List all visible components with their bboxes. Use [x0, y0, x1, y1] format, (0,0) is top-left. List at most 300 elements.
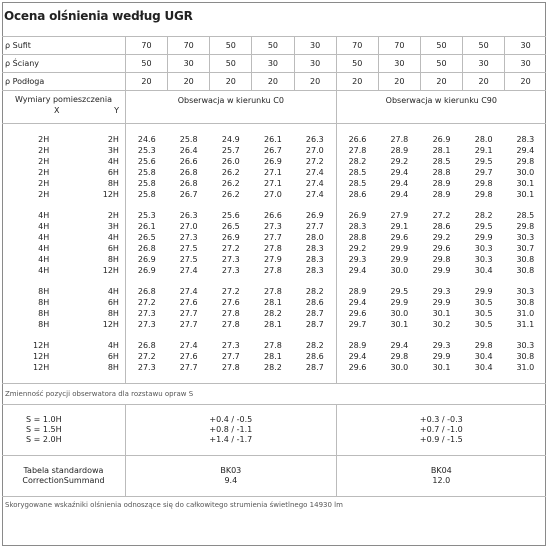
ugr-value: 25.8: [125, 189, 167, 200]
ugr-value: 27.4: [179, 287, 198, 296]
ugr-value: 30.0: [516, 168, 535, 177]
table-row: [2, 319, 546, 330]
room-y: 12H: [102, 190, 119, 199]
ugr-value: 30.3: [474, 244, 493, 253]
reflectance-value: 20: [168, 73, 210, 91]
header-row: [2, 91, 546, 124]
ugr-value: 31.0: [516, 309, 535, 318]
ugr-value: 28.7: [305, 363, 324, 372]
ugr-value: 26.8: [179, 179, 198, 188]
ugr-value: 26.1: [264, 135, 282, 144]
reflectance-value: 50: [210, 55, 252, 73]
room-x: 4H: [38, 244, 50, 253]
room-x: 8H: [38, 298, 50, 307]
ugr-value: 26.3: [179, 211, 198, 220]
room-y: 6H: [107, 244, 119, 253]
variation-c0: +0.8 / -1.1: [125, 425, 336, 435]
spacer-row: [2, 200, 546, 210]
reflectance-label: ρ Podłoga: [2, 73, 125, 91]
ugr-value: 29.1: [390, 222, 409, 231]
ugr-value: 30.1: [390, 320, 409, 329]
ugr-value: 28.2: [305, 287, 324, 296]
ugr-value: 29.7: [474, 168, 493, 177]
variation-c0: +1.4 / -1.7: [125, 435, 336, 445]
ugr-value: 27.7: [264, 233, 282, 242]
ugr-value: 26.6: [179, 157, 198, 166]
ugr-value: 29.6: [390, 233, 409, 242]
ugr-value: 29.8: [432, 255, 451, 264]
ugr-value: 29.4: [336, 265, 378, 276]
ugr-value: 27.8: [264, 287, 282, 296]
ugr-value: 29.3: [432, 341, 451, 350]
ugr-value: 28.7: [305, 320, 324, 329]
room-x: 2H: [38, 146, 50, 155]
ugr-value: 28.5: [516, 211, 535, 220]
reflectance-value: 20: [125, 73, 167, 91]
ugr-value: 26.4: [179, 146, 198, 155]
ugr-value: 28.1: [432, 146, 451, 155]
ugr-value: 26.0: [221, 157, 240, 166]
ugr-value: 24.9: [221, 135, 240, 144]
ugr-value: 27.3: [179, 233, 198, 242]
reflectance-value: 50: [125, 55, 167, 73]
ugr-value: 27.2: [305, 157, 324, 166]
ugr-value: 30.3: [516, 287, 535, 296]
ugr-value: 26.9: [264, 157, 282, 166]
ugr-value: 26.9: [432, 135, 451, 144]
ugr-value: 27.6: [221, 298, 240, 307]
room-x: 4H: [38, 255, 50, 264]
ugr-value: 28.6: [305, 352, 324, 361]
ugr-value: 27.2: [125, 297, 167, 308]
ugr-value: 27.3: [221, 341, 240, 350]
ugr-value: 29.9: [390, 244, 409, 253]
table-row: [2, 351, 546, 362]
table-row: [2, 178, 546, 189]
ugr-value: 29.4: [516, 146, 535, 155]
ugr-value: 30.8: [516, 352, 535, 361]
reflectance-value: 30: [294, 37, 336, 55]
ugr-value: 30.1: [516, 179, 535, 188]
ugr-value: 28.5: [336, 167, 378, 178]
ugr-value: 28.5: [336, 178, 378, 189]
table-row: [2, 308, 546, 319]
reflectance-value: 20: [463, 73, 505, 91]
ugr-value: 26.9: [125, 254, 167, 265]
ugr-value: 25.3: [125, 145, 167, 156]
ugr-value: 29.9: [390, 298, 409, 307]
ugr-value: 29.4: [390, 341, 409, 350]
ugr-value: 29.4: [390, 179, 409, 188]
room-x: 12H: [33, 352, 50, 361]
ugr-value: 27.3: [125, 319, 167, 330]
axis-x-label: X: [54, 106, 60, 115]
ugr-value: 26.2: [221, 179, 240, 188]
page-title: Ocena olśnienia według UGR: [4, 9, 193, 23]
ugr-value: 29.6: [336, 362, 378, 373]
ugr-value: 26.7: [179, 190, 198, 199]
ugr-value: 26.7: [264, 146, 282, 155]
table-row: [2, 297, 546, 308]
room-y: 3H: [107, 146, 119, 155]
ugr-value: 25.8: [179, 135, 198, 144]
ugr-value: 29.9: [474, 287, 493, 296]
ugr-value: 26.2: [221, 190, 240, 199]
ugr-value: 29.8: [516, 157, 535, 166]
ugr-value: 27.3: [221, 255, 240, 264]
ugr-value: 30.0: [390, 309, 409, 318]
ugr-value: 27.8: [264, 244, 282, 253]
room-y: 8H: [107, 255, 119, 264]
room-x: 2H: [38, 179, 50, 188]
room-y: 6H: [107, 352, 119, 361]
ugr-value: 26.8: [125, 340, 167, 351]
ugr-value: 29.6: [432, 244, 451, 253]
table-row: [2, 265, 546, 276]
room-x: 2H: [38, 190, 50, 199]
table-row: [2, 145, 546, 156]
spacer-row: [2, 445, 546, 456]
ugr-value: 27.8: [390, 135, 409, 144]
ugr-value: 30.0: [390, 363, 409, 372]
table-row: [2, 232, 546, 243]
room-y: 4H: [107, 341, 119, 350]
ugr-value: 25.6: [221, 211, 240, 220]
ugr-value: 30.8: [516, 298, 535, 307]
ugr-value: 28.8: [432, 168, 451, 177]
ugr-table: [2, 36, 546, 531]
room-dimensions-label: Wymiary pomieszczenia: [14, 95, 112, 104]
reflectance-label: ρ Ściany: [2, 55, 125, 73]
ugr-value: 29.3: [336, 254, 378, 265]
ugr-value: 28.9: [390, 146, 409, 155]
ugr-value: 29.9: [390, 255, 409, 264]
ugr-value: 27.9: [390, 211, 409, 220]
variation-note-row: [2, 384, 546, 405]
ugr-value: 29.9: [474, 233, 493, 242]
ugr-value: 30.8: [516, 255, 535, 264]
ugr-value: 28.1: [264, 298, 282, 307]
ugr-value: 29.4: [336, 297, 378, 308]
ugr-value: 29.5: [474, 157, 493, 166]
ugr-value: 27.7: [179, 363, 198, 372]
reflectance-value: 50: [210, 37, 252, 55]
ugr-value: 30.5: [474, 320, 493, 329]
ugr-value: 29.3: [432, 287, 451, 296]
ugr-value: 25.8: [125, 178, 167, 189]
ugr-value: 28.1: [264, 320, 282, 329]
ugr-value: 28.6: [336, 189, 378, 200]
ugr-value: 26.5: [125, 232, 167, 243]
ugr-value: 27.0: [305, 146, 324, 155]
room-y: 3H: [107, 222, 119, 231]
ugr-value: 29.2: [390, 157, 409, 166]
reflectance-value: 30: [378, 55, 420, 73]
ugr-value: 28.7: [305, 309, 324, 318]
reflectance-value: 70: [168, 37, 210, 55]
ugr-value: 27.7: [179, 309, 198, 318]
ugr-value: 27.8: [264, 341, 282, 350]
ugr-value: 27.2: [125, 351, 167, 362]
reflectance-value: 50: [336, 55, 378, 73]
room-y: 6H: [107, 168, 119, 177]
ugr-value: 29.6: [336, 308, 378, 319]
room-y: 12H: [102, 266, 119, 275]
room-x: 8H: [38, 320, 50, 329]
ugr-value: 28.2: [264, 309, 282, 318]
ugr-value: 25.7: [221, 146, 240, 155]
table-row: [2, 254, 546, 265]
ugr-value: 29.8: [516, 222, 535, 231]
ugr-value: 26.5: [221, 222, 240, 231]
ugr-value: 27.8: [221, 363, 240, 372]
spacer-row: [2, 456, 546, 467]
room-x: 8H: [38, 309, 50, 318]
table-row: [2, 286, 546, 297]
ugr-value: 27.6: [179, 352, 198, 361]
ugr-value: 30.1: [432, 363, 451, 372]
ugr-value: 27.0: [264, 190, 282, 199]
table-row: [2, 210, 546, 221]
ugr-value: 28.3: [305, 266, 324, 275]
ugr-value: 26.6: [336, 134, 378, 145]
ugr-value: 28.2: [264, 363, 282, 372]
table-row: [2, 362, 546, 373]
ugr-value: 27.8: [336, 145, 378, 156]
ugr-value: 27.7: [221, 352, 240, 361]
ugr-value: 30.4: [474, 352, 493, 361]
room-dimensions-header: [2, 91, 125, 124]
ugr-value: 27.8: [221, 309, 240, 318]
ugr-value: 29.2: [432, 233, 451, 242]
ugr-value: 26.8: [179, 168, 198, 177]
correction-summand-label: CorrectionSummand: [22, 476, 105, 485]
reflectance-row: [2, 73, 546, 91]
ugr-value: 30.1: [432, 309, 451, 318]
ugr-value: 30.1: [516, 190, 535, 199]
ugr-value: 28.6: [432, 222, 451, 231]
reflectance-value: 30: [252, 55, 294, 73]
ugr-value: 28.9: [336, 340, 378, 351]
ugr-value: 27.4: [305, 190, 324, 199]
reflectance-value: 70: [336, 37, 378, 55]
ugr-value: 30.5: [474, 309, 493, 318]
footer-row: [2, 497, 546, 532]
ugr-value: 27.5: [179, 244, 198, 253]
ugr-value: 25.6: [125, 156, 167, 167]
spacer-row: [2, 124, 546, 135]
reflectance-value: 30: [294, 55, 336, 73]
ugr-value: 26.9: [336, 210, 378, 221]
observation-c90-header: Obserwacja w kierunku C90: [336, 91, 546, 124]
ugr-value: 26.1: [125, 221, 167, 232]
ugr-value: 26.6: [264, 211, 282, 220]
reflectance-value: 50: [420, 37, 462, 55]
ugr-value: 29.4: [336, 351, 378, 362]
observation-c0-header: Obserwacja w kierunku C0: [125, 91, 336, 124]
ugr-value: 30.3: [474, 255, 493, 264]
ugr-value: 27.1: [264, 179, 282, 188]
variation-c90: +0.3 / -0.3: [336, 415, 546, 425]
reflectance-value: 20: [252, 73, 294, 91]
ugr-value: 27.7: [179, 320, 198, 329]
ugr-value: 28.3: [516, 135, 535, 144]
ugr-value: 30.3: [516, 341, 535, 350]
ugr-value: 29.4: [390, 190, 409, 199]
reflectance-row: [2, 55, 546, 73]
ugr-value: 28.8: [336, 232, 378, 243]
reflectance-row: [2, 37, 546, 55]
ugr-value: 27.2: [221, 287, 240, 296]
ugr-value: 27.1: [264, 168, 282, 177]
ugr-value: 28.9: [432, 179, 451, 188]
ugr-value: 30.4: [474, 266, 493, 275]
ugr-value: 29.4: [390, 168, 409, 177]
ugr-value: 26.3: [305, 135, 324, 144]
room-x: 12H: [33, 363, 50, 372]
variation-c90: +0.7 / -1.0: [336, 425, 546, 435]
variation-row: [2, 415, 546, 425]
ugr-value: 28.2: [336, 156, 378, 167]
ugr-value: 28.5: [432, 157, 451, 166]
ugr-value: 27.4: [179, 341, 198, 350]
reflectance-value: 50: [252, 37, 294, 55]
ugr-value: 26.9: [305, 211, 324, 220]
ugr-value: 26.8: [125, 243, 167, 254]
room-y: 6H: [107, 298, 119, 307]
reflectance-value: 20: [378, 73, 420, 91]
reflectance-value: 20: [505, 73, 546, 91]
reflectance-value: 20: [294, 73, 336, 91]
ugr-value: 29.9: [432, 298, 451, 307]
reflectance-value: 20: [420, 73, 462, 91]
footer-note: Skorygowane wskaźniki olśnienia odnoszące się do całkowitego strumienia świetlnego 14930 lm: [2, 497, 546, 532]
ugr-value: 27.8: [264, 266, 282, 275]
axis-y-label: Y: [114, 106, 119, 115]
reflectance-value: 20: [210, 73, 252, 91]
ugr-value: 27.5: [179, 255, 198, 264]
ugr-value: 26.8: [125, 286, 167, 297]
table-row: [2, 189, 546, 200]
ugr-value: 27.3: [125, 362, 167, 373]
ugr-value: 29.2: [336, 243, 378, 254]
table-row: [2, 340, 546, 351]
reflectance-value: 50: [420, 55, 462, 73]
reflectance-value: 30: [505, 55, 546, 73]
room-x: 2H: [38, 168, 50, 177]
ugr-value: 28.9: [336, 286, 378, 297]
variation-c90: +0.9 / -1.5: [336, 435, 546, 445]
ugr-value: 27.4: [305, 179, 324, 188]
table-row: [2, 156, 546, 167]
standard-table-label: Tabela standardowa: [23, 466, 104, 475]
spacing-label: S = 1.5H: [26, 425, 62, 434]
ugr-value: 27.3: [221, 266, 240, 275]
correction-summand-c0: 9.4: [125, 476, 336, 486]
table-row: [2, 221, 546, 232]
reflectance-value: 20: [336, 73, 378, 91]
ugr-value: 26.2: [221, 168, 240, 177]
ugr-value: 27.8: [221, 320, 240, 329]
ugr-value: 27.2: [432, 211, 451, 220]
ugr-value: 27.6: [179, 298, 198, 307]
ugr-value: 28.6: [305, 298, 324, 307]
reflectance-value: 30: [168, 55, 210, 73]
ugr-value: 27.0: [179, 222, 198, 231]
ugr-value: 27.3: [264, 222, 282, 231]
reflectance-value: 30: [463, 55, 505, 73]
variation-c0: +0.4 / -0.5: [125, 415, 336, 425]
spacer-row: [2, 373, 546, 384]
standard-table-c0: BK03: [125, 466, 336, 476]
table-row: [2, 134, 546, 145]
ugr-value: 28.2: [474, 211, 493, 220]
reflectance-value: 70: [125, 37, 167, 55]
room-x: 12H: [33, 341, 50, 350]
ugr-value: 30.5: [474, 298, 493, 307]
ugr-value: 29.5: [390, 287, 409, 296]
ugr-value: 28.0: [474, 135, 493, 144]
ugr-value: 29.8: [390, 352, 409, 361]
correction-summand-row: [2, 476, 546, 486]
room-x: 4H: [38, 211, 50, 220]
room-y: 2H: [107, 211, 119, 220]
ugr-value: 28.3: [336, 221, 378, 232]
ugr-value: 29.9: [432, 352, 451, 361]
ugr-value: 27.2: [221, 244, 240, 253]
room-y: 8H: [107, 363, 119, 372]
ugr-value: 26.9: [221, 233, 240, 242]
reflectance-label: ρ Sufit: [2, 37, 125, 55]
ugr-value: 24.6: [125, 134, 167, 145]
table-row: [2, 243, 546, 254]
room-y: 4H: [107, 233, 119, 242]
ugr-value: 28.1: [264, 352, 282, 361]
ugr-value: 27.4: [305, 168, 324, 177]
room-x: 4H: [38, 266, 50, 275]
ugr-value: 28.3: [305, 255, 324, 264]
ugr-value: 28.9: [432, 190, 451, 199]
ugr-value: 27.3: [125, 308, 167, 319]
ugr-value: 28.0: [305, 233, 324, 242]
correction-summand-c90: 12.0: [336, 476, 546, 486]
room-y: 2H: [107, 135, 119, 144]
ugr-value: 26.9: [125, 265, 167, 276]
room-y: 4H: [107, 157, 119, 166]
ugr-value: 28.3: [305, 244, 324, 253]
reflectance-value: 70: [378, 37, 420, 55]
ugr-value: 29.8: [474, 179, 493, 188]
room-x: 2H: [38, 135, 50, 144]
ugr-value: 30.2: [432, 320, 451, 329]
table-row: [2, 167, 546, 178]
ugr-value: 27.4: [179, 266, 198, 275]
reflectance-value: 30: [505, 37, 546, 55]
ugr-value: 25.3: [125, 210, 167, 221]
room-y: 8H: [107, 179, 119, 188]
variation-row: [2, 425, 546, 435]
ugr-value: 31.0: [516, 363, 535, 372]
spacing-label: S = 2.0H: [26, 435, 62, 444]
ugr-value: 30.3: [516, 233, 535, 242]
ugr-value: 30.4: [474, 363, 493, 372]
spacer-row: [2, 486, 546, 497]
spacing-label: S = 1.0H: [26, 415, 62, 424]
ugr-value: 30.7: [516, 244, 535, 253]
ugr-value: 28.2: [305, 341, 324, 350]
ugr-value: 29.9: [432, 266, 451, 275]
ugr-value: 31.1: [516, 320, 535, 329]
